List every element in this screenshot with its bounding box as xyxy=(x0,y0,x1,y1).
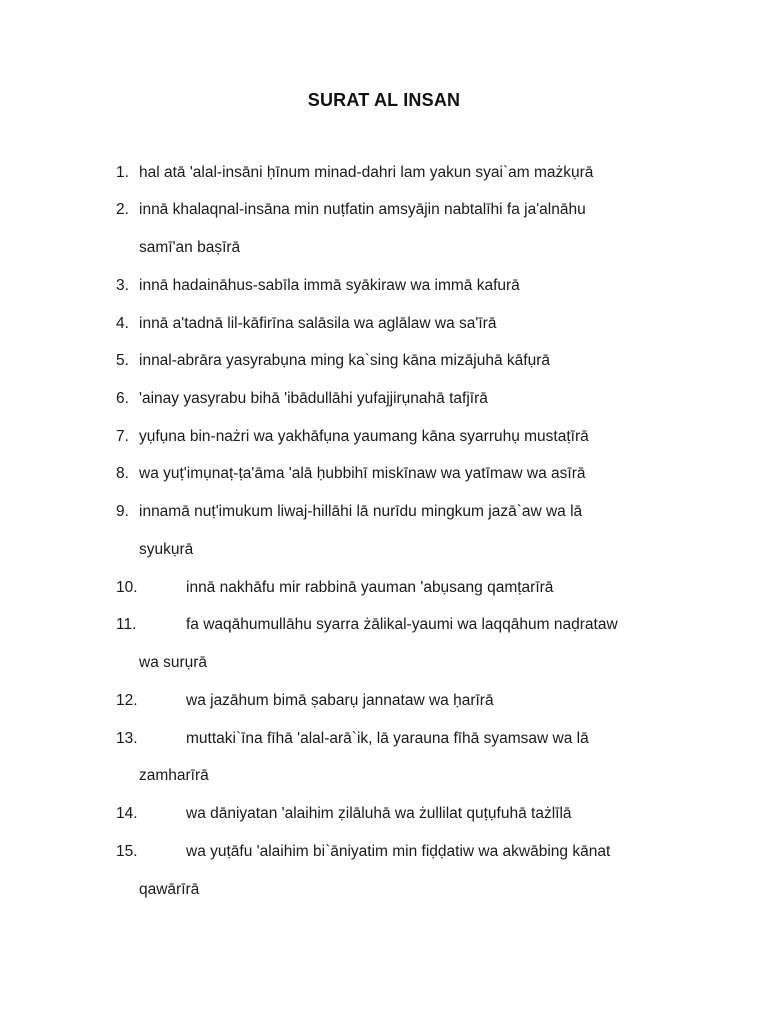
verse-number: 11. xyxy=(116,616,137,633)
verse-number: 5. xyxy=(116,352,129,369)
verse-line: fa waqāhumullāhu syarra żālikal-yaumi wa laqqāhum naḍrataw xyxy=(186,616,618,633)
verse-number: 9. xyxy=(116,503,129,520)
page-title: SURAT AL INSAN xyxy=(307,90,461,110)
verse-line-continued: qawārīrā xyxy=(139,881,200,898)
verse-line: muttaki`īna fīhā 'alal-arā`ik, lā yarauna fīhā syamsaw wa lā xyxy=(186,730,589,747)
verse-line-continued: syukụrā xyxy=(139,541,194,558)
verse-line: innā nakhāfu mir rabbinā yauman 'abụsang qamṭarīrā xyxy=(186,579,554,596)
verse-number: 13. xyxy=(116,730,138,747)
verse-line-continued: wa surụrā xyxy=(139,654,208,671)
verse-line: wa jazāhum bimā ṣabarụ jannataw wa ḥarīrā xyxy=(186,692,494,709)
verse-line: wa yuṭ'imụnaṭ-ṭa'āma 'alā ḥubbihī miskīnaw wa yatīmaw wa asīrā xyxy=(139,465,586,482)
verse-line: hal atā 'alal-insāni ḥīnum minad-dahri lam yakun syai`am mażkụrā xyxy=(139,164,594,181)
verse-line: innā hadaināhus-sabīla immā syākiraw wa immā kafurā xyxy=(139,277,520,294)
verse-line: innal-abrāra yasyrabụna ming ka`sing kāna mizājuhā kāfụrā xyxy=(139,352,550,369)
verse-line: innamā nuṭ'imukum liwaj-hillāhi lā nurīdu mingkum jazā`aw wa lā xyxy=(139,503,583,520)
verse-line: innā a'tadnā lil-kāfirīna salāsila wa aglālaw wa sa'īrā xyxy=(139,315,497,332)
verse-line: wa yuṭāfu 'alaihim bi`āniyatim min fiḍḍatiw wa akwābing kānat xyxy=(186,843,611,860)
verse-number: 7. xyxy=(116,428,129,445)
verse-line: yụfụna bin-nażri wa yakhāfụna yaumang kāna syarruhụ mustaṭīrā xyxy=(139,428,589,445)
verse-number: 6. xyxy=(116,390,129,407)
verse-number: 10. xyxy=(116,579,138,596)
verse-line: 'ainay yasyrabu bihā 'ibādullāhi yufajjirụnahā tafjīrā xyxy=(139,390,488,407)
verse-number: 4. xyxy=(116,315,129,332)
verse-number: 14. xyxy=(116,805,138,822)
verse-number: 8. xyxy=(116,465,129,482)
verse-number: 2. xyxy=(116,201,129,218)
verse-number: 12. xyxy=(116,692,138,709)
verse-line-continued: samī'an baṣīrā xyxy=(139,239,241,256)
verse-line: wa dāniyatan 'alaihim ẓilāluhā wa żullilat quṭụfuhā tażlīlā xyxy=(186,805,572,822)
verse-number: 15. xyxy=(116,843,138,860)
verse-line-continued: zamharīrā xyxy=(139,767,209,784)
verse-number: 3. xyxy=(116,277,129,294)
verse-line: innā khalaqnal-insāna min nuṭfatin amsyājin nabtalīhi fa ja'alnāhu xyxy=(139,201,586,218)
verse-number: 1. xyxy=(116,164,129,181)
